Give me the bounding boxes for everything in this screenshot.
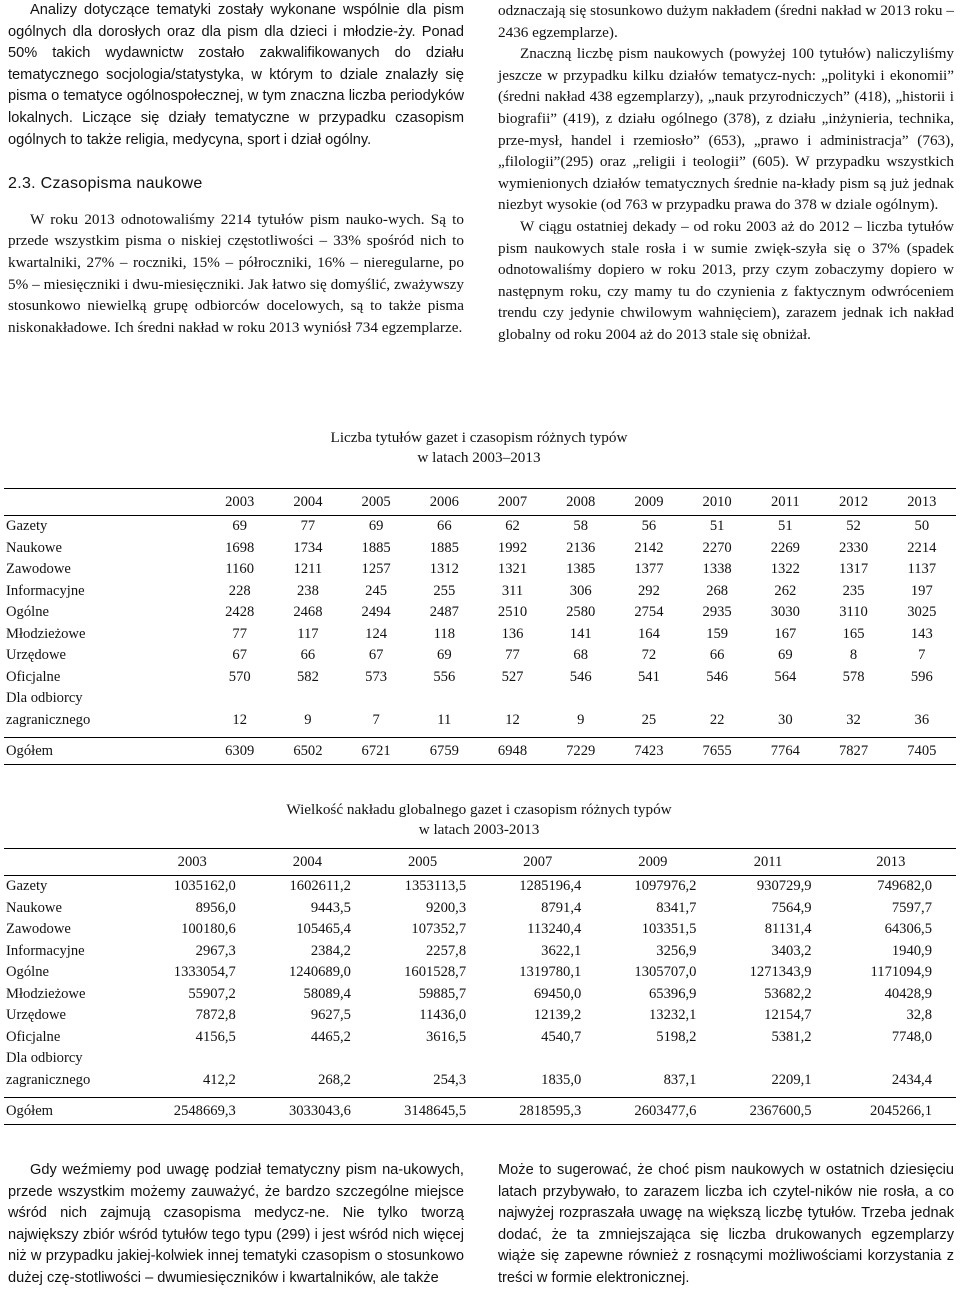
table-cell: 9443,5 <box>310 899 351 916</box>
table-cell-total: 6502 <box>274 738 342 765</box>
column-header: 2004 <box>274 489 342 516</box>
table-cell: 9 <box>304 711 312 728</box>
table-cell-total: 2548669,3 <box>135 1098 250 1125</box>
table-cell: 255 <box>433 582 456 599</box>
table-cell: 69450,0 <box>533 985 582 1002</box>
row-label: Dla odbiorcy <box>6 1050 83 1067</box>
table-cell: 5198,2 <box>656 1028 697 1045</box>
table-cell: 69 <box>232 518 247 535</box>
table-cell: 1338 <box>702 561 732 578</box>
table-title <box>0 428 960 468</box>
table-cell: 105465,4 <box>296 921 351 938</box>
table-title-line: Liczba tytułów gazet i czasopism różnych typów <box>330 429 628 446</box>
table-cell: 77 <box>300 518 316 535</box>
table-row <box>4 1027 956 1049</box>
table-cell: 1885 <box>429 539 459 556</box>
table-cell-total: 2818595,3 <box>480 1098 595 1125</box>
table-cell: 40428,9 <box>884 985 932 1002</box>
table-cell: 2330 <box>838 539 869 556</box>
column-header: 2009 <box>615 489 683 516</box>
table-cell: 1312 <box>429 561 459 578</box>
table-cell: 143 <box>910 625 933 642</box>
table-cell-total: 7827 <box>819 738 887 765</box>
column-header: 2009 <box>595 849 710 876</box>
table-cell: 8 <box>849 647 858 664</box>
table-cell-empty <box>595 1048 710 1070</box>
table-cell: 2428 <box>225 604 255 621</box>
total-row <box>4 738 956 765</box>
table-cell: 107352,7 <box>411 921 467 938</box>
table-cell: 167 <box>774 625 797 642</box>
table-row <box>4 898 956 920</box>
table-cell: 3030 <box>770 604 800 621</box>
table-cell: 118 <box>433 625 455 642</box>
table-cell-empty <box>751 688 819 710</box>
paragraph-decade-trend: W ciągu ostatniej dekady – od roku 2003 aż do 2012 – liczba tytułów pism naukowych stale rosła i w sumie zwięk-szyła się o 37% (spadek odnotowaliśmy dopiero w roku 2013, przy czym zobaczymy dopiero w następnym roku, czy mamy tu do czynienia z faktycznym odwróceniem trendu czy jedynie chwilowym wahnięciem), zarazem jednak ich nakład globalny od roku 2004 aż do 2013 stale się obniżał. <box>498 217 954 343</box>
table-row <box>4 516 956 538</box>
paragraph-thematic-sections: Znaczną liczbę pism naukowych (powyżej 100 tytułów) naliczyliśmy jeszcze w przypadku kilku działów tematycz-nych: „polityki i ekonomii” (średni nakład 438 egzemplarzy), „nauk przyrodniczych” (418), „historii i biografii” (419), z działu ogólnego (378), z działu „inżynieria, technika, prze-mysł, handel i rzemiosło” (653), „prawo i administracja” (763), „filologii”(295) oraz „religii i teologii” (605). W przypadku wszystkich wymienionych działów tematycznych średnie na-kłady pism są już jednak niezbyt wysokie (od 763 w przypadku prawa do 378 w dziale ogólnym). <box>498 45 954 214</box>
table-cell: 164 <box>637 625 660 642</box>
table-cell: 1035162,0 <box>173 878 236 895</box>
table-cell: 136 <box>501 625 524 642</box>
table-cell: 11 <box>437 711 452 728</box>
table-cell: 81131,4 <box>764 921 812 938</box>
table-cell: 53682,2 <box>764 985 812 1002</box>
column-header: 2013 <box>826 849 956 876</box>
table-cell: 12 <box>505 711 520 728</box>
table-title <box>0 800 960 840</box>
paragraph-readership: Może to sugerować, że choć pism naukowych w ostatnich dziesięciu latach przybywało, to zarazem liczba ich czytel-ników nie rosła, a co najwyżej rozpraszała uwagę na większą liczbę tytułów. Trzeba jednak dodać, że ta zmniejszająca się liczba drukowanych egzemplarzy wiąże się zapewne również z rosnącymi możliwościami korzystania z treści w formie elektronicznej. <box>498 1162 954 1286</box>
table-cell: 4540,7 <box>541 1028 582 1045</box>
row-label: Informacyjne <box>6 582 85 599</box>
table-cell: 1333054,7 <box>173 964 236 981</box>
table-cell: 238 <box>296 582 319 599</box>
table-cell: 2468 <box>293 604 323 621</box>
table-cell: 7872,8 <box>195 1007 236 1024</box>
row-label-total: Ogółem <box>4 1098 135 1125</box>
column-header: 2003 <box>135 849 250 876</box>
table-cell: 8341,7 <box>656 899 697 916</box>
row-label: Urzędowe <box>6 647 66 664</box>
table-cell: 1835,0 <box>541 1071 582 1088</box>
table-cell: 596 <box>910 668 933 685</box>
table-cell-empty <box>206 688 274 710</box>
table-cell: 573 <box>365 668 388 685</box>
table-cell: 25 <box>641 711 657 728</box>
table-cell: 7564,9 <box>771 899 812 916</box>
table-cell: 1734 <box>293 539 323 556</box>
table-cell: 66 <box>437 518 452 535</box>
table-cell-total: 6721 <box>342 738 410 765</box>
table-cell-total: 6759 <box>410 738 478 765</box>
table-cell: 527 <box>501 668 524 685</box>
table-cell: 1137 <box>907 561 937 578</box>
left-column-top <box>8 0 464 338</box>
section-heading: 2.3. Czasopisma naukowe <box>8 175 203 193</box>
table-cell: 55907,2 <box>188 985 236 1002</box>
table-cell: 36 <box>914 711 930 728</box>
table-cell: 124 <box>365 625 388 642</box>
table-cell: 311 <box>501 582 524 599</box>
left-column-bottom <box>8 1160 464 1290</box>
table-cell: 32 <box>846 711 861 728</box>
table-cell-total: 7405 <box>888 738 956 765</box>
table-cell: 930729,9 <box>756 878 812 895</box>
table-cell: 1353113,5 <box>404 878 467 895</box>
table-cell: 2580 <box>566 604 596 621</box>
table-cell: 56 <box>641 518 657 535</box>
table-cell: 1377 <box>634 561 664 578</box>
table-cell: 245 <box>365 582 388 599</box>
table-cell: 7748,0 <box>891 1028 932 1045</box>
table-cell-total: 3148645,5 <box>365 1098 480 1125</box>
table-cell-empty <box>819 688 887 710</box>
row-label: zagranicznego <box>6 1071 91 1088</box>
paragraph-thematic-analysis: Analizy dotyczące tematyki zostały wykonane wspólnie dla pism ogólnych dla dorosłych oraz dla pism dla dzieci i młodzie-ży. Ponad 50% takich wydawnictw zostało zakwalifikowanych do działu tematycznego socjologia/statystyka, w którym to dziale znalazły się pisma o tematyce ogólnospołecznej, w tym znaczna liczba periodyków lokalnych. Liczące się działy tematyczne w przypadku czasopism ogólnych to także religia, medycyna, sport i dział ogólny. <box>8 2 464 148</box>
table-cell: 837,1 <box>663 1071 697 1088</box>
table-cell: 578 <box>842 668 865 685</box>
table-cell: 9200,3 <box>425 899 467 916</box>
table-cell: 2510 <box>497 604 528 621</box>
table-row <box>4 645 956 667</box>
table-cell: 541 <box>637 668 660 685</box>
table-cell: 254,3 <box>433 1071 467 1088</box>
table-cell: 1885 <box>361 539 391 556</box>
table-cell: 1992 <box>497 539 528 556</box>
table-cell-empty <box>410 688 478 710</box>
row-label: Informacyjne <box>6 942 85 959</box>
table-cell: 2136 <box>566 539 596 556</box>
table-cell: 58 <box>573 518 589 535</box>
table-cell: 749682,0 <box>877 878 932 895</box>
table-cell: 2214 <box>907 539 937 556</box>
table-cell: 1602611,2 <box>289 878 351 895</box>
column-header: 2004 <box>250 849 365 876</box>
paragraph-continuation: odznaczają się stosunkowo dużym nakładem (średni nakład w 2013 roku – 2436 egzemplarze). <box>498 2 954 41</box>
table-cell: 58089,4 <box>303 985 351 1002</box>
row-label: zagranicznego <box>6 711 91 728</box>
table-cell: 11436,0 <box>419 1007 467 1024</box>
table-cell: 1257 <box>361 561 391 578</box>
table-cell: 2209,1 <box>771 1071 812 1088</box>
table-cell-empty <box>342 688 410 710</box>
header-empty-cell <box>4 489 206 516</box>
table-circulation <box>0 800 960 1125</box>
table-cell: 67 <box>232 647 247 664</box>
table-cell: 13232,1 <box>649 1007 697 1024</box>
right-column-bottom <box>498 1160 954 1290</box>
table-cell: 3025 <box>907 604 937 621</box>
paragraph-scientific-journals: W roku 2013 odnotowaliśmy 2214 tytułów pism nauko-wych. Są to przede wszystkim pisma o niskiej częstotliwości – 33% spośród nich to kwartalniki, 27% – roczniki, 15% – półroczniki, 16% – nieregularne, po 5% – miesięczniki i dwu-miesięczniki. Jak łatwo się domyślić, zważywszy stosunkowo niewielką grupę odbiorców docelowych, są to także pisma niskonakładowe. Ich średni nakład w roku 2013 wyniósł 734 egzemplarze. <box>8 210 464 336</box>
table-cell: 306 <box>569 582 592 599</box>
table-cell-empty <box>683 688 751 710</box>
table-cell: 197 <box>910 582 933 599</box>
table-cell-empty <box>365 1048 480 1070</box>
table-cell: 2270 <box>702 539 732 556</box>
column-header: 2007 <box>480 849 595 876</box>
table-cell: 103351,5 <box>641 921 697 938</box>
table-cell-empty <box>250 1048 365 1070</box>
table-row <box>4 538 956 560</box>
table-row <box>4 1048 956 1070</box>
table-cell: 50 <box>914 518 930 535</box>
row-label: Oficjalne <box>6 668 61 685</box>
table-cell: 1171094,9 <box>870 964 932 981</box>
table-cell-total: 3033043,6 <box>250 1098 365 1125</box>
table-cell-total: 7655 <box>683 738 751 765</box>
table-cell: 12139,2 <box>533 1007 582 1024</box>
table-cell: 117 <box>297 625 319 642</box>
table-row <box>4 559 956 581</box>
row-label: Oficjalne <box>6 1028 61 1045</box>
column-header: 2006 <box>410 489 478 516</box>
table-cell: 165 <box>842 625 865 642</box>
table-cell: 62 <box>505 518 520 535</box>
column-header: 2005 <box>365 849 480 876</box>
column-header: 2008 <box>547 489 615 516</box>
table-cell: 1285196,4 <box>519 878 582 895</box>
table-cell: 1317 <box>838 561 869 578</box>
row-label: Młodzieżowe <box>6 625 86 642</box>
table-cell: 268,2 <box>318 1071 351 1088</box>
table-titles-count <box>0 428 960 765</box>
column-header: 2011 <box>751 489 819 516</box>
table-cell: 2142 <box>634 539 664 556</box>
table-cell: 582 <box>296 668 319 685</box>
table-row <box>4 602 956 624</box>
table-cell: 2487 <box>429 604 459 621</box>
column-header: 2011 <box>710 849 825 876</box>
table-cell-empty <box>710 1048 825 1070</box>
table-cell: 3622,1 <box>541 942 582 959</box>
table-row <box>4 688 956 710</box>
table-cell: 2494 <box>361 604 391 621</box>
table-cell: 2754 <box>634 604 664 621</box>
table-cell: 1385 <box>566 561 596 578</box>
row-label: Ogólne <box>6 964 49 981</box>
table-cell: 69 <box>437 647 452 664</box>
table-cell: 268 <box>706 582 729 599</box>
table-cell: 2967,3 <box>195 942 236 959</box>
table-cell: 3256,9 <box>656 942 697 959</box>
table-cell: 546 <box>706 668 729 685</box>
table-cell: 64306,5 <box>884 921 932 938</box>
table-cell: 564 <box>774 668 797 685</box>
table-row <box>4 667 956 689</box>
table-cell-total: 2603477,6 <box>595 1098 710 1125</box>
table-cell: 1240689,0 <box>288 964 351 981</box>
table-cell: 113240,4 <box>527 921 582 938</box>
table-cell: 69 <box>368 518 384 535</box>
table-row <box>4 710 956 732</box>
table-cell: 66 <box>300 647 316 664</box>
table-cell: 2434,4 <box>891 1071 932 1088</box>
table-cell: 3110 <box>839 604 868 621</box>
table-cell-empty <box>480 1048 595 1070</box>
table-cell: 68 <box>573 647 589 664</box>
column-header: 2003 <box>206 489 274 516</box>
column-header: 2007 <box>478 489 546 516</box>
table-cell-total: 7764 <box>751 738 819 765</box>
table-row <box>4 962 956 984</box>
table-cell-empty <box>478 688 546 710</box>
table-cell: 1211 <box>293 561 323 578</box>
table-cell: 5381,2 <box>771 1028 812 1045</box>
table-cell: 412,2 <box>202 1071 236 1088</box>
table-cell: 67 <box>368 647 384 664</box>
table-cell: 77 <box>232 625 247 642</box>
row-label: Ogólne <box>6 604 49 621</box>
table-title-line: Wielkość nakładu globalnego gazet i czasopism różnych typów <box>286 801 672 818</box>
table-cell: 100180,6 <box>181 921 236 938</box>
table-cell: 65396,9 <box>649 985 697 1002</box>
table-cell: 4465,2 <box>310 1028 351 1045</box>
table-cell: 8956,0 <box>195 899 236 916</box>
table-cell: 1321 <box>497 561 528 578</box>
table-cell: 51 <box>709 518 725 535</box>
row-label: Naukowe <box>6 539 62 556</box>
table-cell: 7 <box>372 711 380 728</box>
column-header: 2005 <box>342 489 410 516</box>
table-cell: 1160 <box>225 561 255 578</box>
table-cell: 292 <box>637 582 660 599</box>
row-label: Dla odbiorcy <box>6 690 83 707</box>
table-header-row <box>4 849 956 876</box>
table-cell: 228 <box>228 582 251 599</box>
paragraph-medical-journals: Gdy weźmiemy pod uwagę podział tematyczny pism na-ukowych, przede wszystkim możemy zauważyć, że bardzo szczególne miejsce wśród nich zajmują czasopisma medycz-ne. Nie tylko tworzą największy zbiór wśród tytułów tego typu (299) i jest wśród nich więcej niż w przypadku jakiej-kolwiek innej tematyki czasopism o stosunkowo dużej czę-stotliwości – dwumiesięczników i kwartalników, ale także <box>8 1162 464 1286</box>
row-label: Zawodowe <box>6 921 71 938</box>
table-cell: 262 <box>774 582 797 599</box>
table-cell: 7597,7 <box>891 899 932 916</box>
table-cell-empty <box>274 688 342 710</box>
table-cell: 12154,7 <box>764 1007 812 1024</box>
table-cell: 12 <box>232 711 247 728</box>
table-cell: 1097976,2 <box>634 878 697 895</box>
table-cell: 59885,7 <box>418 985 467 1002</box>
table-cell: 546 <box>569 668 592 685</box>
column-header: 2012 <box>819 489 887 516</box>
table-cell: 30 <box>778 711 793 728</box>
table-row <box>4 624 956 646</box>
table-cell-empty <box>615 688 683 710</box>
table-cell-empty <box>135 1048 250 1070</box>
table-row <box>4 1005 956 1027</box>
header-empty-cell <box>4 849 135 876</box>
table-cell: 1601528,7 <box>404 964 467 981</box>
table-row <box>4 984 956 1006</box>
table-cell: 32,8 <box>906 1007 932 1024</box>
table-cell-total: 7423 <box>615 738 683 765</box>
table-cell: 1305707,0 <box>634 964 697 981</box>
table-cell-empty <box>547 688 615 710</box>
table-cell: 141 <box>569 625 592 642</box>
table-cell: 9 <box>577 711 585 728</box>
table-cell: 3403,2 <box>771 942 812 959</box>
table-cell: 570 <box>228 668 251 685</box>
table-cell: 3616,5 <box>425 1028 467 1045</box>
table-cell: 51 <box>778 518 793 535</box>
table-cell: 77 <box>505 647 520 664</box>
table-cell-total: 6948 <box>478 738 546 765</box>
table-cell: 1940,9 <box>891 942 932 959</box>
table-cell: 1271343,9 <box>749 964 812 981</box>
table-cell-empty <box>826 1048 956 1070</box>
table-cell: 7 <box>918 647 926 664</box>
table-row <box>4 941 956 963</box>
table-cell: 22 <box>709 711 725 728</box>
table-row <box>4 876 956 898</box>
table-cell: 69 <box>778 647 793 664</box>
table-cell: 2257,8 <box>425 942 467 959</box>
table-cell: 66 <box>709 647 725 664</box>
table-cell-total: 7229 <box>547 738 615 765</box>
row-label: Gazety <box>6 518 48 535</box>
table-row <box>4 919 956 941</box>
table-cell: 2935 <box>702 604 732 621</box>
table-cell: 2384,2 <box>310 942 351 959</box>
table-title-line: w latach 2003–2013 <box>417 449 541 466</box>
row-label: Gazety <box>6 878 48 895</box>
data-table <box>4 488 956 765</box>
table-cell-total: 2045266,1 <box>826 1098 956 1125</box>
table-cell: 4156,5 <box>195 1028 236 1045</box>
column-header: 2010 <box>683 489 751 516</box>
table-title-line: w latach 2003-2013 <box>418 821 540 838</box>
table-cell: 2269 <box>770 539 800 556</box>
row-label: Zawodowe <box>6 561 71 578</box>
table-cell: 235 <box>842 582 865 599</box>
table-cell: 9627,5 <box>310 1007 351 1024</box>
total-row <box>4 1098 956 1125</box>
row-label: Naukowe <box>6 899 62 916</box>
table-cell: 556 <box>433 668 456 685</box>
table-cell-total: 2367600,5 <box>710 1098 825 1125</box>
table-cell: 72 <box>641 647 657 664</box>
row-label: Młodzieżowe <box>6 985 86 1002</box>
right-column-top <box>498 0 954 346</box>
data-table <box>4 848 956 1125</box>
table-row <box>4 1070 956 1092</box>
table-row <box>4 581 956 603</box>
table-cell: 52 <box>846 518 861 535</box>
table-cell-empty <box>888 688 956 710</box>
table-cell: 1319780,1 <box>519 964 582 981</box>
table-cell: 1322 <box>770 561 800 578</box>
table-cell: 159 <box>706 625 729 642</box>
row-label: Urzędowe <box>6 1007 66 1024</box>
table-cell: 1698 <box>225 539 255 556</box>
table-cell: 8791,4 <box>541 899 582 916</box>
table-header-row <box>4 489 956 516</box>
row-label-total: Ogółem <box>4 738 206 765</box>
table-cell-total: 6309 <box>206 738 274 765</box>
column-header: 2013 <box>888 489 956 516</box>
